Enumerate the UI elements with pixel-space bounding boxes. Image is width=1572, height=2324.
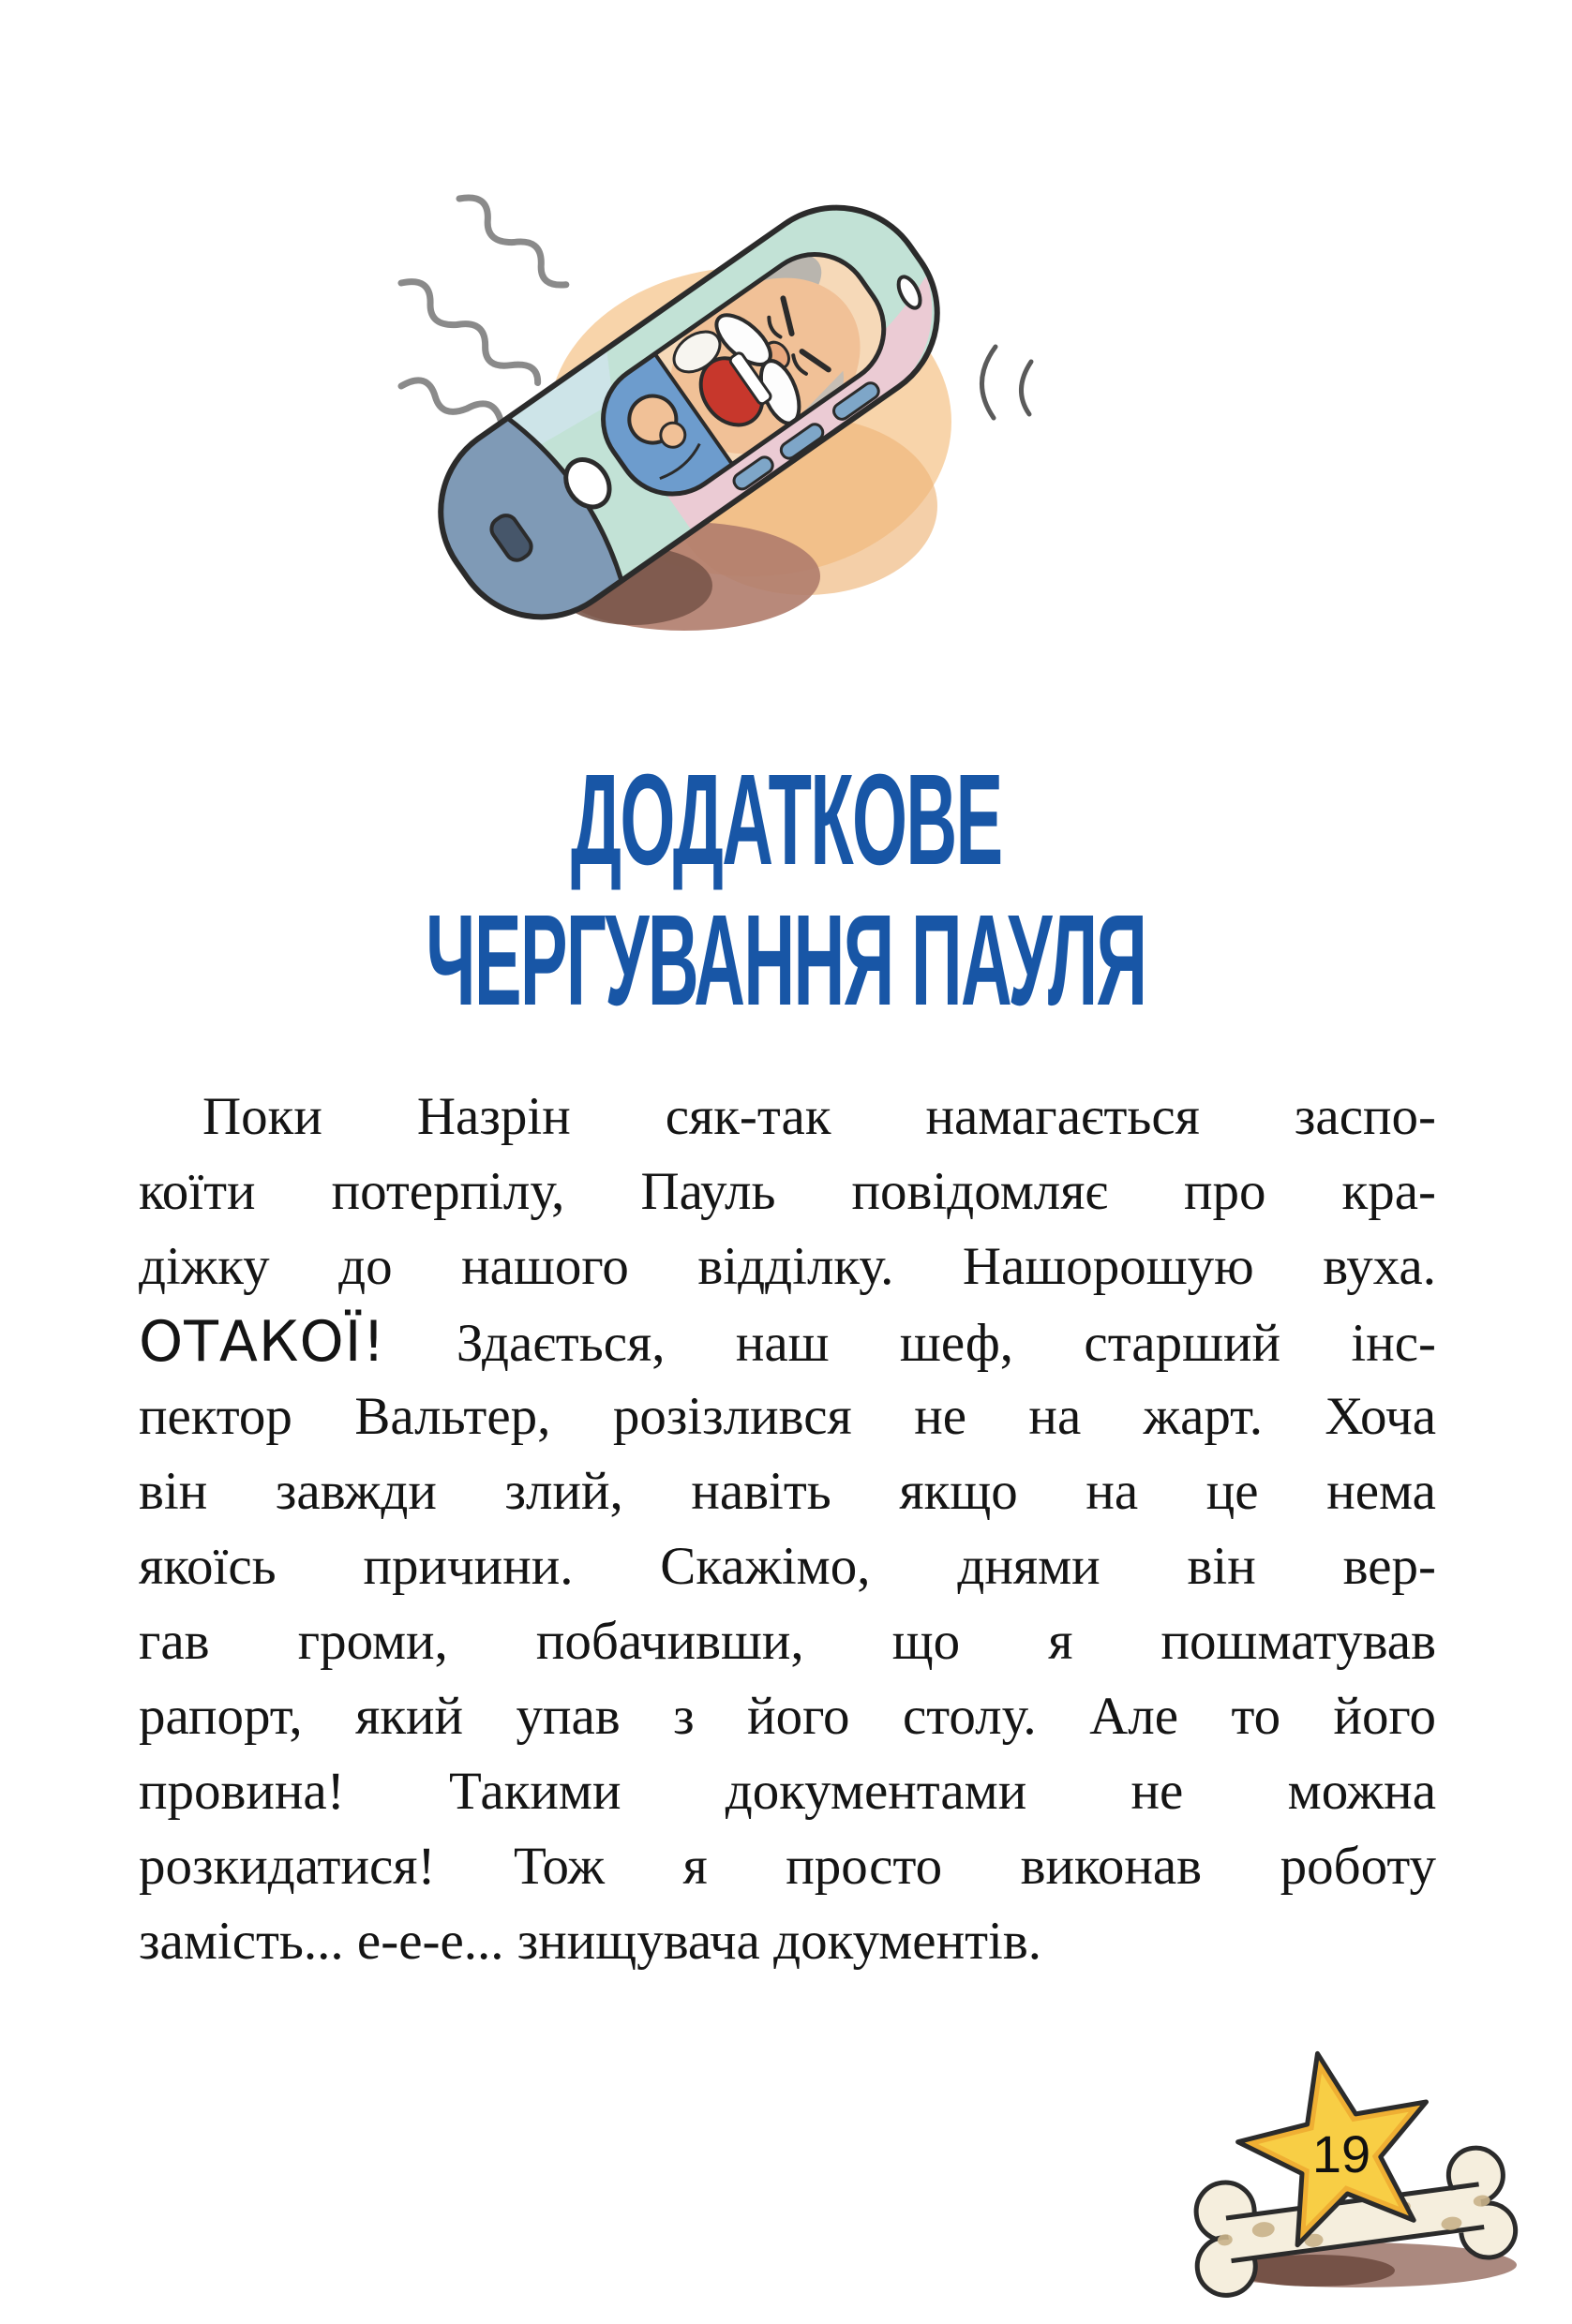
body-line: коїти потерпілу, Пауль повідомляє про кра- — [139, 1162, 1436, 1221]
body-line: розкидатися! Тож я просто виконав роботу — [139, 1837, 1436, 1896]
body-line: рапорт, який упав з його столу. Але то його — [139, 1687, 1436, 1746]
body-line: діжку до нашого відділку. Нашорошую вуха. — [139, 1237, 1436, 1296]
body-line-text: Здається, наш шеф, старший інс- — [456, 1314, 1437, 1373]
body-line: замість... е-е-е... знищувача документів. — [139, 1912, 1042, 1971]
page-number-illustration — [1170, 2048, 1545, 2310]
body-line: гав громи, побачивши, що я пошматував — [139, 1612, 1436, 1671]
body-line — [139, 1304, 1436, 1379]
body-line: якоїсь причини. Скажімо, днями він вер- — [139, 1537, 1436, 1596]
motion-lines-icon — [981, 347, 1031, 418]
body-line: провина! Такими документами не можна — [139, 1762, 1436, 1821]
body-line: пектор Вальтер, розізлився не на жарт. Хоча — [139, 1387, 1436, 1446]
body-line: він завжди злий, навіть якщо на це нема — [139, 1462, 1436, 1521]
chapter-title — [0, 750, 1572, 1031]
body-line: Поки Назрін сяк-так намагається заспо- — [202, 1087, 1436, 1146]
page-number: 19 — [1311, 2124, 1371, 2183]
vibrating-phone-illustration — [281, 112, 1059, 656]
body-paragraph — [139, 1080, 1436, 1979]
chapter-title-line2: ЧЕРГУВАННЯ ПАУЛЯ — [426, 888, 1146, 1033]
chapter-title-line1: ДОДАТКОВЕ — [570, 748, 1002, 892]
shout-word: ОТАКОЇ! — [139, 1309, 386, 1375]
